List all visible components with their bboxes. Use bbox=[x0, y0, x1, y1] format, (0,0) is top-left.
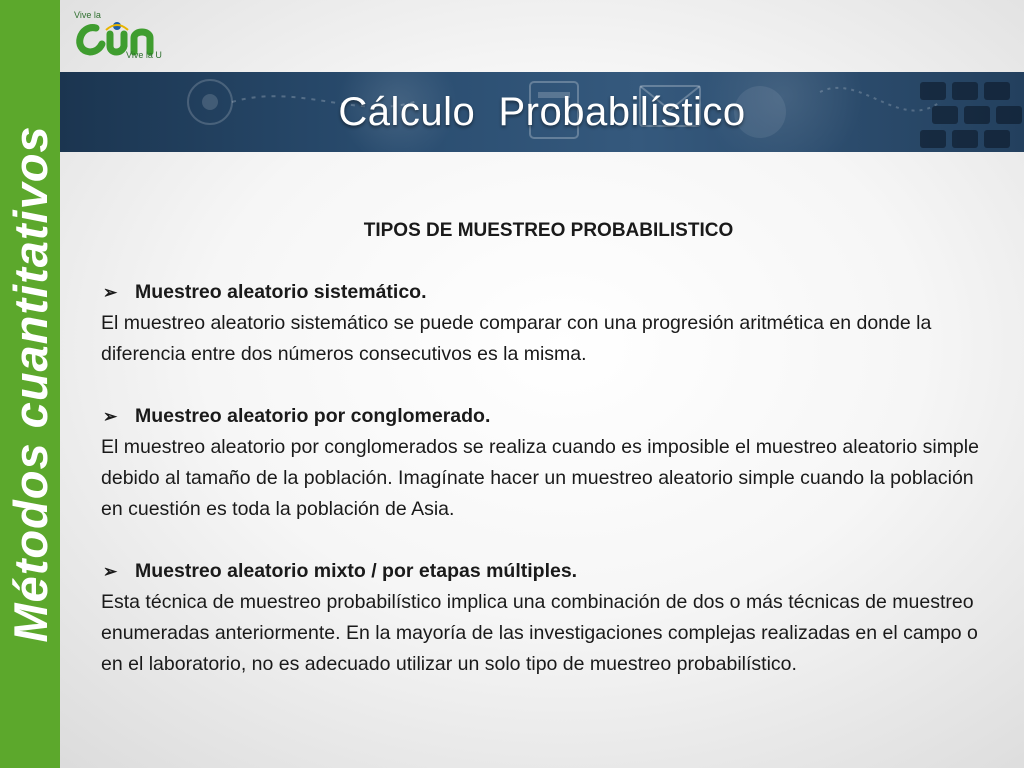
section-body: El muestreo aleatorio sistemático se puede comparar con una progresión aritmética en donde la diferencia entre dos números consecutivos es la misma. bbox=[101, 312, 932, 365]
logo-top-text: Vive la bbox=[74, 10, 101, 20]
logo-bottom-text: Vive la U bbox=[126, 50, 162, 60]
section-body: Esta técnica de muestreo probabilístico implica una combinación de dos o más técnicas de muestreo enumeradas anteriormente. En la mayoría de las investigaciones complejas realizadas en el campo o en el laboratorio, no es adecuado utilizar un solo tipo de muestreo probabilístico. bbox=[101, 591, 978, 675]
section-title-row bbox=[101, 401, 996, 432]
section-systematic bbox=[101, 277, 996, 370]
arrow-bullet-icon: ➢ bbox=[103, 562, 118, 581]
sidebar-label: Métodos cuantitativos bbox=[3, 125, 57, 643]
section-title: Muestreo aleatorio mixto / por etapas múltiples. bbox=[135, 560, 578, 582]
slide-content bbox=[101, 215, 996, 680]
section-title-row bbox=[101, 277, 996, 308]
section-multistage bbox=[101, 556, 996, 680]
section-title: Muestreo aleatorio sistemático. bbox=[135, 281, 427, 303]
section-body: El muestreo aleatorio por conglomerados se realiza cuando es imposible el muestreo aleatorio simple debido al tamaño de la población. Imagínate hacer un muestreo aleatorio simple cuando la población en cuestión es toda la población de Asia. bbox=[101, 436, 979, 520]
arrow-bullet-icon: ➢ bbox=[103, 407, 118, 426]
cun-logo bbox=[66, 6, 206, 62]
content-heading: TIPOS DE MUESTREO PROBABILISTICO bbox=[363, 220, 734, 241]
section-title-row bbox=[101, 556, 996, 587]
page-title: Cálculo Probabilístico bbox=[338, 89, 746, 134]
section-cluster bbox=[101, 401, 996, 525]
sidebar bbox=[0, 0, 60, 768]
section-title: Muestreo aleatorio por conglomerado. bbox=[135, 405, 491, 427]
header-banner bbox=[60, 72, 1024, 152]
arrow-bullet-icon: ➢ bbox=[103, 283, 118, 302]
